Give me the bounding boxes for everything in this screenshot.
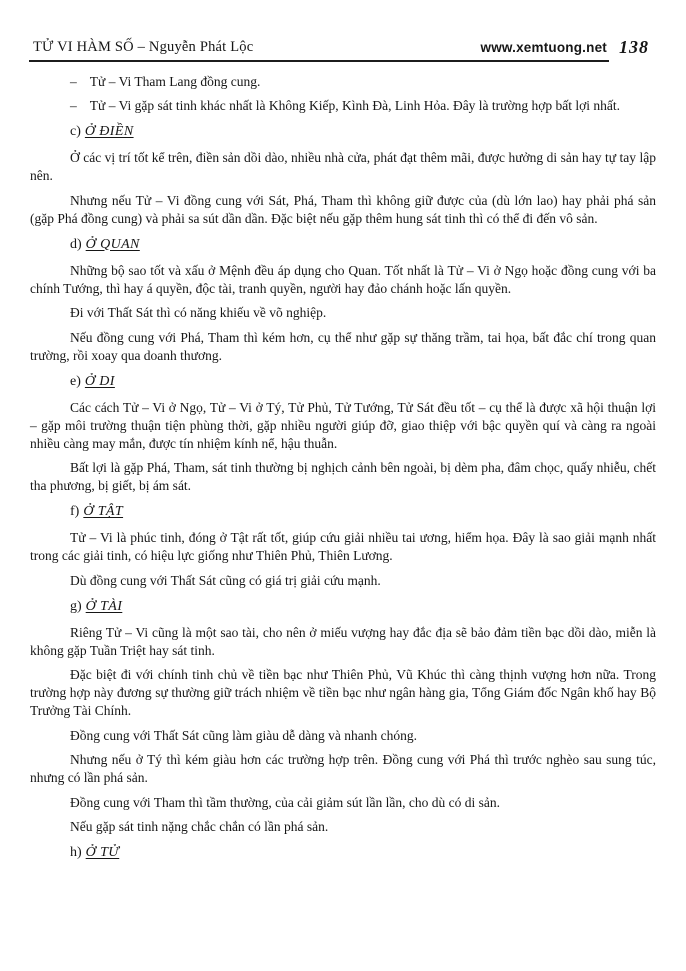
heading-title: Ở TỬ [85,845,120,860]
heading-prefix: e) [70,373,81,389]
heading-title: Ở TẬT [83,504,124,519]
bullet-marker: – [70,98,77,113]
paragraph: Nhưng nếu ở Tý thì kém giàu hơn các trường hợp trên. Đồng cung với Phá thì trước nghèo sau sung túc, nhưng có lần phá sản. [30,752,656,785]
book-title: TỬ VI HÀM SỐ – Nguyễn Phát Lộc [33,39,254,55]
paragraph: Dù đồng cung với Thất Sát cũng có giá trị giải cứu mạnh. [70,572,381,588]
paragraph: Đặc biệt đi với chính tinh chủ về tiền bạc như Thiên Phủ, Vũ Khúc thì càng thịnh vượng hơn nữa. Trong trường hợp này đương sự thường giữ trách nhiệm về tiền bạc như ngân hàng gia, Tổng Giám đốc Ngân khố hay Bộ Trưởng Tài Chính. [30,667,656,718]
paragraph: Đồng cung với Tham thì tầm thường, của cải giảm sút lần lần, cho dù có di sản. [70,794,501,810]
section-heading [30,123,656,141]
paragraph: Riêng Tử – Vi cũng là một sao tài, cho nên ở miếu vượng hay đắc địa sẽ bảo đảm tiền bạc dồi dào, miễn là không gặp Tuần Triệt hay sát tinh. [30,624,656,658]
section-heading [30,598,656,616]
bullet-item [30,97,656,115]
paragraph: Đồng cung với Thất Sát cũng làm giàu dễ dàng và nhanh chóng. [70,727,417,743]
heading-prefix: f) [70,504,80,519]
document-body [30,66,656,870]
paragraph: Nhưng nếu Tử – Vi đồng cung với Sát, Phá, Tham thì không giữ được của (dù lớn lao) hay phải phá sản (gặp Phá đồng cung) và phải sa sút dần dần. Đặc biệt nếu gặp thêm hung sát tinh thì có thể đi đến vô sản. [30,192,656,226]
website-url: www.xemtuong.net [480,40,607,55]
section-heading [30,236,656,254]
section-heading [30,373,656,391]
section-heading [30,503,656,521]
bullet-text: Tử – Vi Tham Lang đồng cung. [89,73,261,89]
paragraph: Nếu đồng cung với Phá, Tham thì kém hơn, cụ thể như gặp sự thăng trầm, tai họa, bất đắc chí trong quan trường, rồi xoay qua doanh thương. [30,329,656,363]
heading-title: Ở ĐIỀN [84,124,134,139]
heading-prefix: g) [70,598,82,614]
paragraph: Bất lợi là gặp Phá, Tham, sát tinh thường bị nghịch cảnh bên ngoài, bị dèm pha, đâm chọc, quấy nhiễu, chết tha phương, bị giết, bị ám sát. [30,460,656,493]
paragraph: Những bộ sao tốt và xấu ở Mệnh đều áp dụng cho Quan. Tốt nhất là Tử – Vi ở Ngọ hoặc đồng cung với ba chính Tướng, thì hay á quyền, độc tài, tranh quyền, người hay đảo chánh hoặc lấn quyền. [30,262,656,296]
heading-title: Ở QUAN [85,236,140,252]
bullet-marker: – [70,73,77,89]
page-header [29,37,609,62]
heading-title: Ở DI [84,373,115,389]
bullet-item [30,73,656,91]
heading-prefix: d) [70,236,82,252]
page-number: 138 [619,37,649,57]
paragraph: Các cách Tử – Vi ở Ngọ, Tử – Vi ở Tý, Tử Phủ, Tử Tướng, Tử Sát đều tốt – cụ thể là được xã hội thuận lợi – gặp môi trường thuận tiện phùng thời, gặp nhiều người giúp đỡ, giao thiệp với bậc quyền quí và càng ra ngoài nhiều càng may mắn, được tín nhiệm kính nể, hậu thuẫn. [30,399,656,451]
bullet-text: Tử – Vi gặp sát tinh khác nhất là Không Kiếp, Kình Đà, Linh Hỏa. Đây là trường hợp bất lợi nhất. [89,98,621,113]
section-heading [30,844,656,862]
paragraph: Nếu gặp sát tinh nặng chắc chắn có lần phá sản. [70,819,329,834]
paragraph: Ở các vị trí tốt kể trên, điền sản dồi dào, nhiều nhà cửa, phát đạt thêm mãi, được hưởng di sản hay tự tay lập nên. [30,150,656,183]
heading-prefix: h) [70,845,82,860]
heading-prefix: c) [70,124,81,139]
paragraph: Tử – Vi là phúc tinh, đóng ở Tật rất tốt, giúp cứu giải nhiều tai ương, hiểm họa. Đây là sao giải mạnh nhất trong các giải tinh, có hiệu lực giống như Thiên Phủ, Thiên Lương. [30,530,656,563]
paragraph: Đi với Thất Sát thì có năng khiếu về võ nghiệp. [70,305,327,320]
heading-title: Ở TÀI [85,598,123,614]
